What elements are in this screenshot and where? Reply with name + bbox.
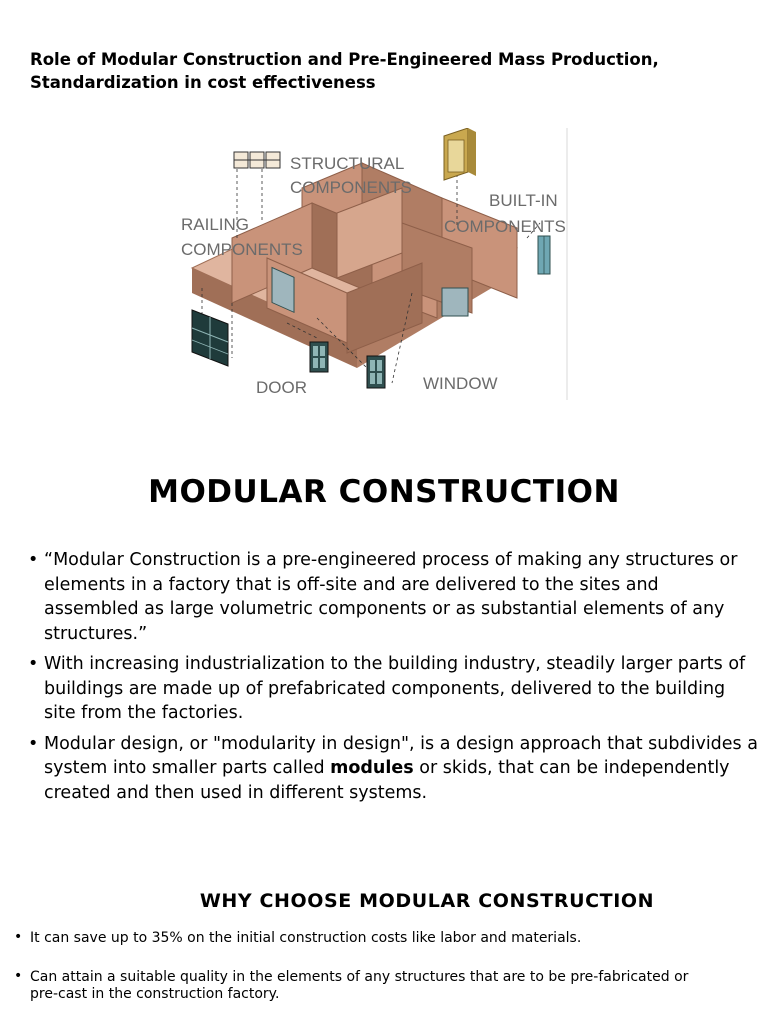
- label-structural-components: STRUCTURAL: [290, 154, 405, 173]
- door-panel-icon: [192, 310, 228, 366]
- document-heading: [30, 48, 750, 94]
- why-choose-list: [14, 930, 694, 1003]
- label-door: DOOR: [256, 378, 307, 397]
- door-icon: [310, 342, 328, 372]
- why-item-cost: It can save up to 35% on the initial construction costs like labor and materials.: [30, 930, 582, 946]
- definition-bullet-list: [28, 548, 758, 811]
- bullet-text-modules-bold: modules: [330, 758, 414, 778]
- label-window: WINDOW: [423, 374, 498, 393]
- heading-line-2: Standardization in cost effectiveness: [30, 73, 376, 92]
- list-item: [28, 548, 758, 646]
- label-railing-components: RAILING: [181, 215, 250, 234]
- built-in-cabinet-icon: [444, 128, 476, 180]
- svg-text:COMPONENTS: COMPONENTS: [181, 240, 303, 259]
- svg-text:COMPONENTS: COMPONENTS: [444, 217, 566, 236]
- built-in-glass-panel-icon: [538, 236, 550, 274]
- modular-house-illustration: [172, 128, 568, 400]
- list-item: [14, 930, 694, 947]
- section-title: MODULAR CONSTRUCTION: [148, 474, 620, 510]
- why-choose-title: WHY CHOOSE MODULAR CONSTRUCTION: [199, 890, 655, 912]
- label-built-in-components: BUILT-IN: [489, 191, 558, 210]
- bullet-text-modularity-b: or skids, that can be independently created and then used in different systems.: [44, 758, 730, 803]
- railing-components-icon: [234, 152, 280, 168]
- bullet-text-modularity-a: Modular design, or "modularity in design", is a design approach that subdivides a system into smaller parts called: [44, 733, 758, 778]
- list-item: [14, 969, 694, 1003]
- heading-line-1: Role of Modular Construction and Pre-Engineered Mass Production,: [30, 50, 659, 69]
- svg-text:COMPONENTS: COMPONENTS: [290, 178, 412, 197]
- window-icon: [367, 356, 385, 388]
- bullet-text-industrialization: With increasing industrialization to the building industry, steadily larger parts of buildings are made up of prefabricated components, delivered to the building site from the factories.: [44, 654, 746, 723]
- bullet-text-definition: “Modular Construction is a pre-engineered process of making any structures or elements in a factory that is off-site and are delivered to the sites and assembled as large volumetric components or as substantial elements of any structures.”: [44, 550, 738, 644]
- list-item: [28, 652, 758, 726]
- why-item-quality: Can attain a suitable quality in the elements of any structures that are to be pre-fabricated or pre-cast in the construction factory.: [30, 969, 689, 1002]
- list-item: [28, 732, 758, 806]
